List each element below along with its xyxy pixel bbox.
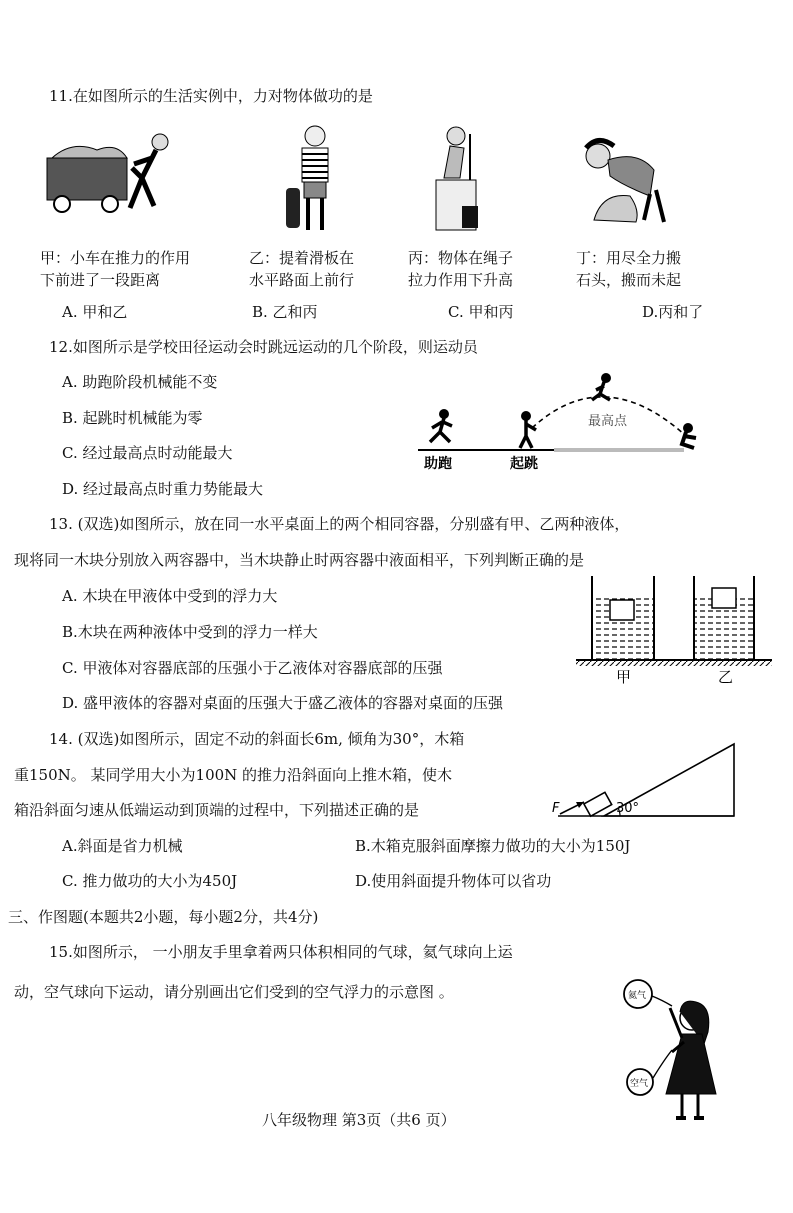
q11-figure-boy bbox=[280, 122, 350, 240]
run-label: 助跑 bbox=[424, 456, 452, 472]
force-label: F bbox=[552, 801, 560, 816]
q11-figure-pulley bbox=[430, 124, 500, 236]
air-string bbox=[653, 1050, 672, 1078]
q11-caption-a-line1: 甲：小车在推力的作用 bbox=[40, 249, 191, 267]
cart-wheel-left bbox=[54, 196, 70, 212]
boy-shorts bbox=[304, 182, 326, 198]
jump-label: 起跳 bbox=[510, 456, 538, 472]
angle-label: 30° bbox=[616, 801, 640, 816]
q13-stem-line1: 13. (双选)如图所示，放在同一水平桌面上的两个相同容器，分别盛有甲、乙两种液体， bbox=[49, 515, 630, 533]
q13-stem-line2: 现将同一木块分别放入两容器中，当木块静止时两容器中液面相平，下列判断正确的是 bbox=[14, 551, 585, 569]
q12-option-d[interactable]: D. 经过最高点时重力势能最大 bbox=[62, 480, 264, 498]
q11-option-b[interactable]: B. 乙和丙 bbox=[252, 303, 318, 321]
q14-stem-line1: 14. (双选)如图所示，固定不动的斜面长6m, 倾角为30°，木箱 bbox=[49, 730, 465, 748]
q12-figure-long-jump bbox=[414, 370, 714, 474]
block-jia bbox=[610, 600, 634, 620]
cart-wheel-right bbox=[102, 196, 118, 212]
label-jia: 甲 bbox=[616, 668, 632, 684]
q11-figure-cart bbox=[42, 128, 192, 218]
pusher-head bbox=[152, 134, 168, 150]
q11-figure-stone bbox=[574, 130, 684, 230]
section3-title: 三、作图题(本题共2小题，每小题2分，共4分) bbox=[8, 908, 319, 926]
worker-body bbox=[444, 146, 464, 178]
top-label: 最高点 bbox=[588, 414, 628, 429]
runner-figure bbox=[430, 409, 452, 442]
peak-figure bbox=[592, 373, 611, 400]
q11-option-c[interactable]: C. 甲和丙 bbox=[448, 303, 514, 321]
label-yi: 乙 bbox=[718, 668, 734, 684]
landing-figure bbox=[682, 423, 696, 448]
q15-stem-line2: 动，空气球向下运动，请分别画出它们受到的空气浮力的示意图 。 bbox=[14, 983, 454, 1001]
q14-option-a[interactable]: A.斜面是省力机械 bbox=[62, 837, 183, 855]
table-hatch bbox=[576, 660, 772, 666]
q12-option-c[interactable]: C. 经过最高点时动能最大 bbox=[62, 444, 233, 462]
q11-option-a[interactable]: A. 甲和乙 bbox=[62, 303, 128, 321]
q11-caption-b-line1: 乙：提着滑板在 bbox=[249, 249, 355, 267]
girl-dress bbox=[666, 1034, 716, 1094]
q13-option-d[interactable]: D. 盛甲液体的容器对桌面的压强大于盛乙液体的容器对桌面的压强 bbox=[62, 694, 504, 712]
pusher-body bbox=[130, 150, 156, 208]
q14-figure-incline bbox=[548, 740, 744, 822]
boy-head bbox=[305, 126, 325, 146]
q11-caption-a-line2: 下前进了一段距离 bbox=[40, 271, 161, 289]
skateboard bbox=[286, 188, 300, 228]
q13-option-c[interactable]: C. 甲液体对容器底部的压强小于乙液体对容器底部的压强 bbox=[62, 659, 443, 677]
q11-caption-c-line2: 拉力作用下升高 bbox=[408, 271, 514, 289]
cart-body bbox=[47, 158, 127, 200]
q13-figure-containers bbox=[572, 572, 776, 684]
cart-load bbox=[52, 146, 127, 158]
takeoff-figure bbox=[520, 411, 536, 448]
q12-option-a[interactable]: A. 助跑阶段机械能不变 bbox=[62, 373, 218, 391]
q11-stem: 11.在如图所示的生活实例中，力对物体做功的是 bbox=[49, 87, 373, 105]
air-label: 空气 bbox=[630, 1079, 649, 1089]
block-yi bbox=[712, 588, 736, 608]
q15-stem-line1: 15.如图所示， 一小朋友手里拿着两只体积相同的气球，氦气球向上运 bbox=[49, 943, 513, 961]
q14-option-b[interactable]: B.木箱克服斜面摩擦力做功的大小为150J bbox=[355, 837, 631, 855]
q11-caption-b-line2: 水平路面上前行 bbox=[249, 271, 355, 289]
worker-head bbox=[447, 127, 465, 145]
woman-body bbox=[608, 157, 654, 196]
q11-caption-d-line2: 石头，搬而未起 bbox=[576, 271, 682, 289]
q13-option-a[interactable]: A. 木块在甲液体中受到的浮力大 bbox=[62, 587, 278, 605]
q12-stem: 12.如图所示是学校田径运动会时跳远运动的几个阶段，则运动员 bbox=[49, 338, 478, 356]
q13-option-b[interactable]: B.木块在两种液体中受到的浮力一样大 bbox=[62, 623, 318, 641]
q14-option-c[interactable]: C. 推力做功的大小为450J bbox=[62, 872, 238, 890]
q12-option-b[interactable]: B. 起跳时机械能为零 bbox=[62, 409, 203, 427]
q11-caption-c-line1: 丙：物体在绳子 bbox=[408, 249, 514, 267]
q15-figure-girl-balloons bbox=[620, 976, 724, 1126]
helium-string bbox=[652, 996, 672, 1006]
q14-stem-line2: 重150N。 某同学用大小为100N 的推力沿斜面向上推木箱，使木 bbox=[14, 766, 453, 784]
q14-option-d[interactable]: D.使用斜面提升物体可以省功 bbox=[355, 872, 552, 890]
girl-legs bbox=[682, 1094, 698, 1116]
lifted-object bbox=[462, 206, 478, 228]
wooden-box bbox=[584, 792, 612, 816]
helium-label: 氦气 bbox=[628, 991, 647, 1001]
q11-option-d[interactable]: D.丙和了 bbox=[642, 303, 704, 321]
q14-stem-line3: 箱沿斜面匀速从低端运动到顶端的过程中，下列描述正确的是 bbox=[14, 801, 420, 819]
page-footer: 八年级物理 第3页（共6 页） bbox=[262, 1111, 456, 1129]
stone bbox=[594, 196, 637, 223]
boy-legs bbox=[308, 198, 322, 230]
q11-caption-d-line1: 丁：用尽全力搬 bbox=[576, 249, 682, 267]
